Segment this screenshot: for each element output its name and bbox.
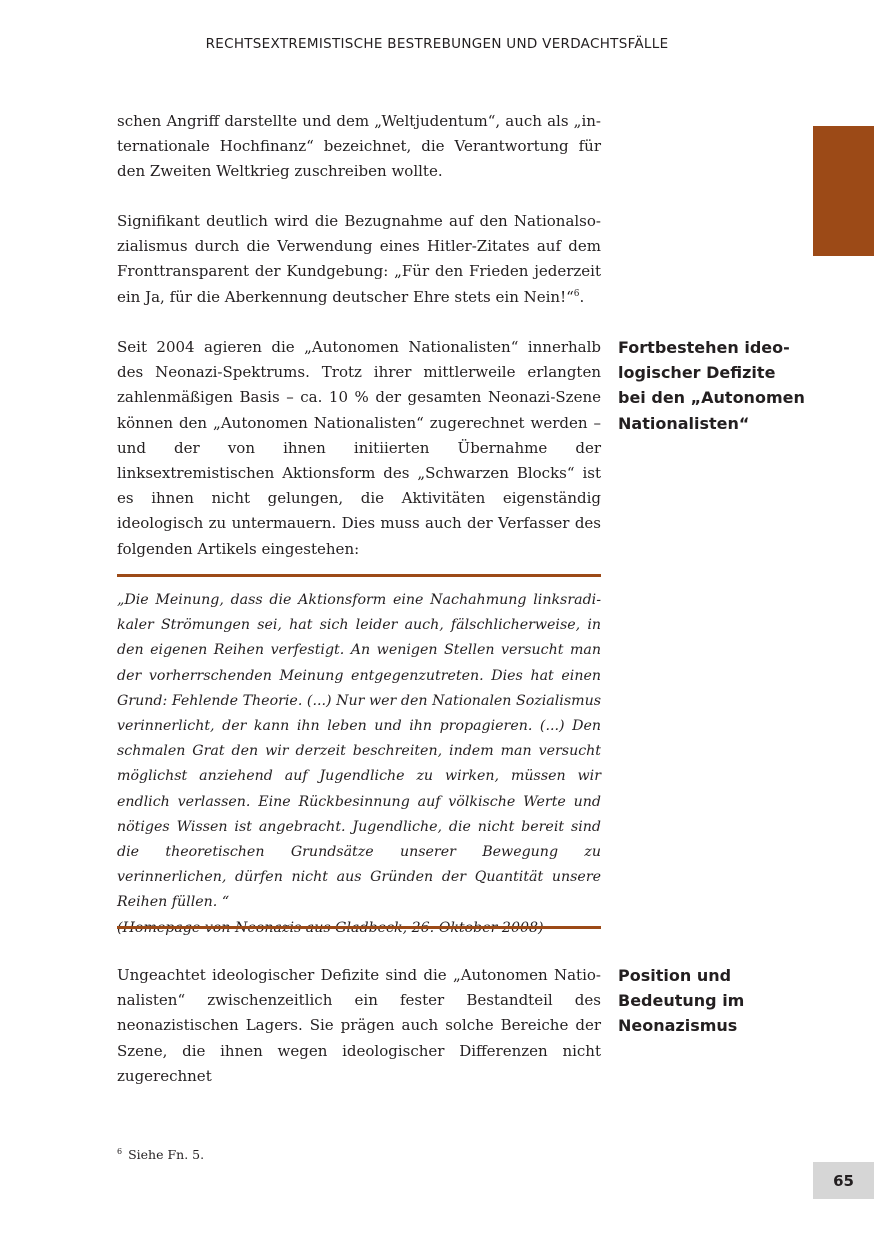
body-paragraph-2-text: Signifikant deutlich wird die Bezugnahme auf den Nationalsozialismus durch die Verwendung eines Hitler-Zitates auf dem Fronttransparent der Kundgebung: „Für den Frieden jederzeit ein Ja, für die Aberkennung deutscher Ehre stets ein Nein!“	[117, 212, 601, 306]
blockquote	[117, 588, 601, 941]
page-number: 65	[813, 1162, 874, 1199]
body-paragraph-2	[117, 209, 601, 310]
body-paragraph-4: Ungeachtet ideologischer Defizite sind die „Autonomen Nationalisten“ zwischenzeitlich ein fester Bestandteil des neonazistischen Lagers. Sie prägen auch solche Bereiche der Szene, die ihnen wegen ideologischer Differenzen nicht zugerechnet	[117, 966, 601, 1085]
running-header: RECHTSEXTREMISTISCHE BESTREBUNGEN UND VERDACHTSFÄLLE	[205, 36, 669, 52]
quote-top-rule	[117, 574, 601, 577]
body-paragraph-3: Seit 2004 agieren die „Autonomen Nationalisten“ innerhalb des Neonazi-Spektrums. Trotz ihrer mittlerweile erlangten zahlenmäßigen Basis – ca. 10 % der gesamten Neonazi-Szene können den „Autonomen Nationalisten“ zugerechnet werden – und der von ihnen initiierten Übernahme der linksextremistischen Aktionsform des „Schwarzen Blocks“ ist es ihnen nicht gelungen, die Aktivitäten eigenständig ideologisch zu untermauern. Dies muss auch der Verfasser des folgenden Artikels eingestehen:	[117, 338, 601, 558]
footnote-reference: 6	[573, 288, 580, 299]
footnote-number: 6	[117, 1147, 123, 1156]
margin-note-position: Position und Bedeutung im Neonazismus	[618, 966, 745, 1036]
footnote-text: Siehe Fn. 5.	[128, 1147, 205, 1163]
body-paragraph-2-end: .	[579, 287, 585, 306]
chapter-tab-marker	[813, 126, 874, 256]
footnote	[117, 1147, 204, 1162]
body-paragraph-1: schen Angriff darstellte und dem „Weltjudentum“, auch als „internationale Hochfinanz“ bezeichnet, die Verantwortung für den Zweiten Weltkrieg zuschreiben wollte.	[117, 112, 601, 181]
quote-bottom-rule	[117, 926, 601, 929]
margin-note-ideological-deficits: Fortbestehen ideologischer Defizite bei den „Autonomen Nationalisten“	[618, 338, 805, 433]
quote-text: „Die Meinung, dass die Aktionsform eine Nachahmung linksradikaler Strömungen sei, hat sich leider auch, fälschlicherweise, in den eigenen Reihen verfestigt. An wenigen Stellen versucht man der vorherrschenden Meinung entgegenzutreten. Dies hat einen Grund: Fehlende Theorie. (...) Nur wer den Nationalen Sozialismus verinnerlicht, der kann ihn leben und ihn propagieren. (...) Den schmalen Grat den wir derzeit beschreiten, indem man versucht möglichst anziehend auf Jugendliche zu wirken, müssen wir endlich verlassen. Eine Rückbesinnung auf völkische Werte und nötiges Wissen ist angebracht. Jugendliche, die nicht bereit sind die theoretischen Grundsätze unserer Bewegung zu verinnerlichen, dürfen nicht aus Gründen der Quantität unsere Reihen füllen. “	[117, 592, 601, 911]
